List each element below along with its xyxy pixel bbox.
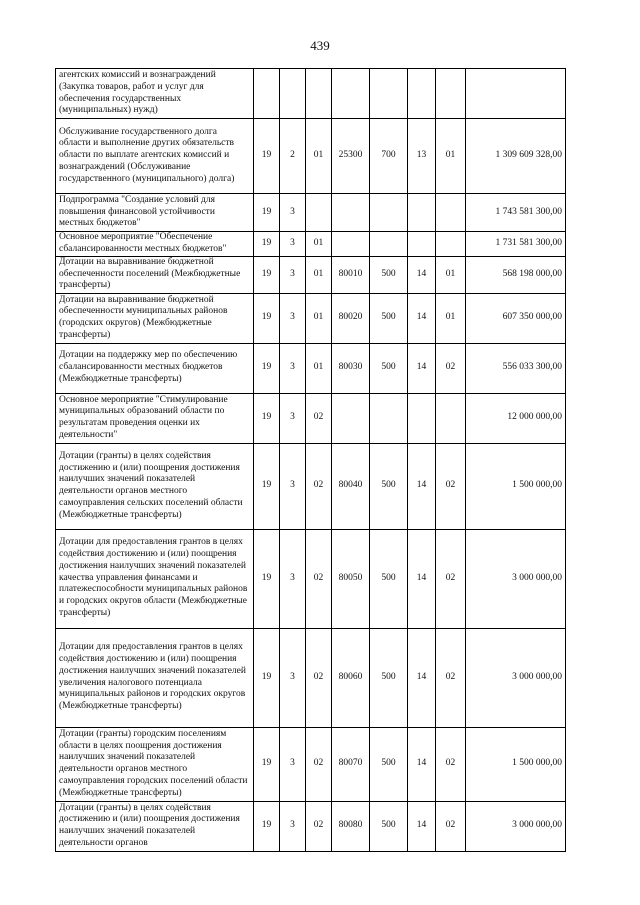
row-name-cell: Дотации на выравнивание бюджетной обеспеченности муниципальных районов (городских округов) (Межбюджетные трансферты) (56, 293, 254, 343)
subsection-cell: 02 (436, 529, 466, 628)
program-code-cell: 19 (254, 801, 280, 851)
amount-cell: 607 350 000,00 (466, 293, 566, 343)
activity-code-cell: 02 (306, 628, 332, 727)
expense-type-cell: 500 (370, 343, 408, 393)
program-code-cell (254, 69, 280, 119)
activity-code-cell: 02 (306, 727, 332, 801)
amount-cell: 1 309 609 328,00 (466, 119, 566, 194)
expense-type-cell: 500 (370, 256, 408, 293)
program-code-cell: 19 (254, 628, 280, 727)
section-cell: 14 (408, 443, 436, 529)
section-cell: 14 (408, 801, 436, 851)
subprogram-code-cell: 2 (280, 119, 306, 194)
table-row (56, 443, 566, 529)
program-code-cell: 19 (254, 727, 280, 801)
table-row (56, 343, 566, 393)
direction-code-cell: 80070 (332, 727, 370, 801)
section-cell: 14 (408, 293, 436, 343)
program-code-cell: 19 (254, 443, 280, 529)
direction-code-cell (332, 69, 370, 119)
subsection-cell: 02 (436, 343, 466, 393)
expense-type-cell: 700 (370, 119, 408, 194)
subprogram-code-cell: 3 (280, 343, 306, 393)
amount-cell: 12 000 000,00 (466, 393, 566, 443)
subsection-cell: 02 (436, 727, 466, 801)
section-cell (408, 194, 436, 232)
table-row (56, 69, 566, 119)
section-cell: 14 (408, 727, 436, 801)
section-cell (408, 393, 436, 443)
row-name-cell: агентских комиссий и вознаграждений (Закупка товаров, работ и услуг для обеспечения государственных (муниципальных) нужд) (56, 69, 254, 119)
section-cell: 14 (408, 343, 436, 393)
subsection-cell (436, 232, 466, 257)
program-code-cell: 19 (254, 194, 280, 232)
section-cell (408, 69, 436, 119)
row-name-cell: Дотации (гранты) городским поселениям области в целях поощрения достижения наилучших значений показателей деятельности органов местного самоуправления городских поселений области (Межбюджетные трансферты) (56, 727, 254, 801)
activity-code-cell (306, 69, 332, 119)
amount-cell: 1 500 000,00 (466, 443, 566, 529)
amount-cell: 556 033 300,00 (466, 343, 566, 393)
expense-type-cell (370, 393, 408, 443)
expense-type-cell: 500 (370, 727, 408, 801)
subsection-cell: 02 (436, 628, 466, 727)
row-name-cell: Основное мероприятие "Стимулирование муниципальных образований области по результатам проведения оценки их деятельности" (56, 393, 254, 443)
table-row (56, 256, 566, 293)
amount-cell: 1 500 000,00 (466, 727, 566, 801)
direction-code-cell (332, 232, 370, 257)
activity-code-cell: 02 (306, 443, 332, 529)
direction-code-cell: 80080 (332, 801, 370, 851)
activity-code-cell: 01 (306, 256, 332, 293)
activity-code-cell: 02 (306, 393, 332, 443)
row-name-cell: Дотации на поддержку мер по обеспечению сбалансированности местных бюджетов (Межбюджетные трансферты) (56, 343, 254, 393)
subsection-cell (436, 393, 466, 443)
expense-type-cell: 500 (370, 529, 408, 628)
section-cell: 13 (408, 119, 436, 194)
table-row (56, 232, 566, 257)
section-cell: 14 (408, 256, 436, 293)
amount-cell: 3 000 000,00 (466, 628, 566, 727)
subsection-cell: 01 (436, 119, 466, 194)
table-row (56, 801, 566, 851)
subprogram-code-cell: 3 (280, 801, 306, 851)
direction-code-cell: 80020 (332, 293, 370, 343)
program-code-cell: 19 (254, 393, 280, 443)
program-code-cell: 19 (254, 529, 280, 628)
page-number: 439 (310, 38, 330, 53)
activity-code-cell: 02 (306, 529, 332, 628)
subsection-cell: 02 (436, 801, 466, 851)
row-name-cell: Дотации для предоставления грантов в целях содействия достижению и (или) поощрения достижения наилучших значений показателей увеличения налогового потенциала муниципальных районов и городских округов (Межбюджетные трансферты) (56, 628, 254, 727)
activity-code-cell: 01 (306, 343, 332, 393)
direction-code-cell: 25300 (332, 119, 370, 194)
direction-code-cell: 80050 (332, 529, 370, 628)
table-row (56, 393, 566, 443)
table-row (56, 194, 566, 232)
subprogram-code-cell: 3 (280, 232, 306, 257)
subsection-cell: 01 (436, 256, 466, 293)
subprogram-code-cell: 3 (280, 628, 306, 727)
section-cell: 14 (408, 529, 436, 628)
direction-code-cell (332, 393, 370, 443)
program-code-cell: 19 (254, 119, 280, 194)
row-name-cell: Дотации (гранты) в целях содействия достижению и (или) поощрения достижения наилучших значений показателей деятельности органов (56, 801, 254, 851)
amount-cell: 1 731 581 300,00 (466, 232, 566, 257)
subprogram-code-cell: 3 (280, 443, 306, 529)
section-cell: 14 (408, 628, 436, 727)
program-code-cell: 19 (254, 293, 280, 343)
subsection-cell (436, 194, 466, 232)
amount-cell: 3 000 000,00 (466, 801, 566, 851)
activity-code-cell: 01 (306, 293, 332, 343)
direction-code-cell: 80060 (332, 628, 370, 727)
expense-type-cell (370, 194, 408, 232)
expense-type-cell: 500 (370, 801, 408, 851)
subprogram-code-cell: 3 (280, 727, 306, 801)
row-name-cell: Основное мероприятие "Обеспечение сбалансированности местных бюджетов" (56, 232, 254, 257)
amount-cell: 568 198 000,00 (466, 256, 566, 293)
row-name-cell: Обслуживание государственного долга области и выполнение других обязательств области по выплате агентских комиссий и вознаграждений (Обслуживание государственного (муниципального) долга) (56, 119, 254, 194)
amount-cell: 1 743 581 300,00 (466, 194, 566, 232)
program-code-cell: 19 (254, 256, 280, 293)
subprogram-code-cell: 3 (280, 194, 306, 232)
program-code-cell: 19 (254, 343, 280, 393)
expense-type-cell: 500 (370, 293, 408, 343)
subprogram-code-cell: 3 (280, 393, 306, 443)
activity-code-cell: 02 (306, 801, 332, 851)
direction-code-cell: 80040 (332, 443, 370, 529)
direction-code-cell (332, 194, 370, 232)
expense-type-cell: 500 (370, 443, 408, 529)
amount-cell (466, 69, 566, 119)
expense-type-cell (370, 69, 408, 119)
expense-type-cell (370, 232, 408, 257)
activity-code-cell: 01 (306, 119, 332, 194)
subprogram-code-cell: 3 (280, 529, 306, 628)
subsection-cell (436, 69, 466, 119)
subprogram-code-cell: 3 (280, 256, 306, 293)
amount-cell: 3 000 000,00 (466, 529, 566, 628)
section-cell (408, 232, 436, 257)
table-row (56, 727, 566, 801)
subprogram-code-cell: 3 (280, 293, 306, 343)
row-name-cell: Дотации на выравнивание бюджетной обеспеченности поселений (Межбюджетные трансферты) (56, 256, 254, 293)
direction-code-cell: 80030 (332, 343, 370, 393)
subsection-cell: 01 (436, 293, 466, 343)
budget-table (55, 68, 566, 852)
row-name-cell: Подпрограмма "Создание условий для повышения финансовой устойчивости местных бюджетов" (56, 194, 254, 232)
table-row (56, 529, 566, 628)
row-name-cell: Дотации для предоставления грантов в целях содействия достижению и (или) поощрения достижения наилучших значений показателей качества управления финансами и платежеспособности муниципальных районов и городских округов области (Межбюджетные трансферты) (56, 529, 254, 628)
activity-code-cell (306, 194, 332, 232)
subprogram-code-cell (280, 69, 306, 119)
program-code-cell: 19 (254, 232, 280, 257)
activity-code-cell: 01 (306, 232, 332, 257)
subsection-cell: 02 (436, 443, 466, 529)
table-row (56, 628, 566, 727)
expense-type-cell: 500 (370, 628, 408, 727)
direction-code-cell: 80010 (332, 256, 370, 293)
table-row (56, 119, 566, 194)
table-row (56, 293, 566, 343)
row-name-cell: Дотации (гранты) в целях содействия достижению и (или) поощрения достижения наилучших значений показателей деятельности органов местного самоуправления сельских поселений области (Межбюджетные трансферты) (56, 443, 254, 529)
